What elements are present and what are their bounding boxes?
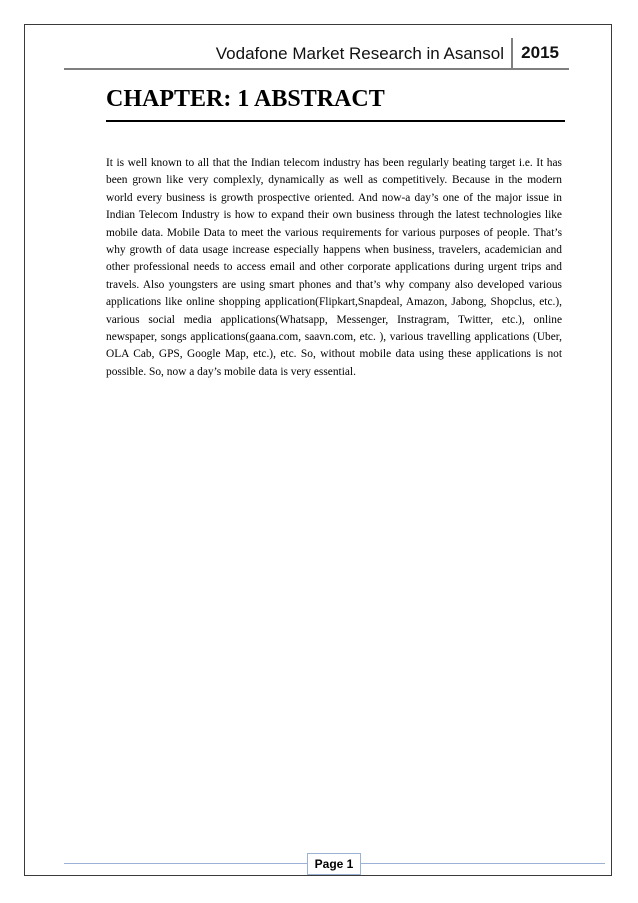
page-border xyxy=(24,24,612,876)
header-year: 2015 xyxy=(521,43,559,62)
footer-rule-right xyxy=(361,863,605,864)
chapter-title: CHAPTER: 1 ABSTRACT xyxy=(106,86,385,112)
page-header xyxy=(64,38,569,70)
header-title: Vodafone Market Research in Asansol xyxy=(215,44,504,63)
title-underline xyxy=(106,120,565,122)
abstract-paragraph: It is well known to all that the Indian telecom industry has been regularly beating target i.e. It has been grown like very complexly, dynamically as well as competitively. Because in the modern world every business is growth prospective oriented. And now-a day’s one of the major issue in Indian Telecom Industry is how to expand their own business through the latest technologies like mobile data. Mobile Data to meet the various requirements for various purposes of people. That’s why growth of data usage increase especially happens when business, travelers, academician and other professional needs to access email and other corporate applications during urgent trips and travels. Also youngsters are using smart phones and that’s why company also developed various applications like online shopping application(Flipkart,Snapdeal, Amazon, Jabong, Shopclus, etc.), various social media applications(Whatsapp, Messenger, Instragram, Twitter, etc.), online newspaper, songs applications(gaana.com, saavn.com, etc. ), various travelling applications (Uber, OLA Cab, GPS, Google Map, etc.), etc. So, without mobile data using these applications is not possible. So, now a day’s mobile data is very essential. xyxy=(106,157,562,378)
footer-rule-left xyxy=(64,863,307,864)
header-divider xyxy=(511,38,513,70)
page-number: Page 1 xyxy=(307,853,361,875)
